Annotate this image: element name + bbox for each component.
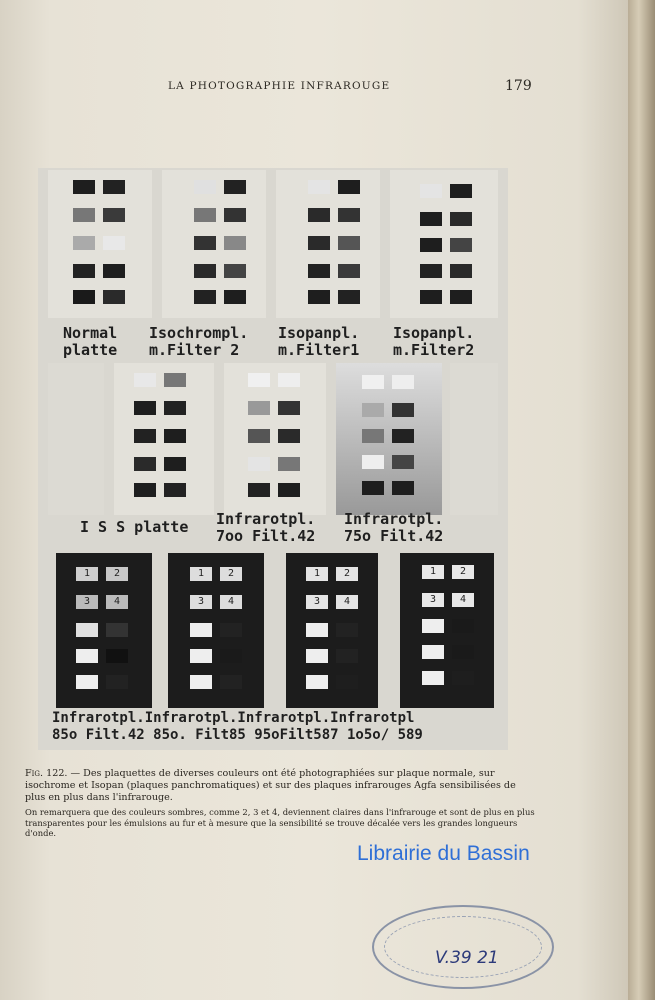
panel-ir-700 [224, 363, 326, 515]
plate-row-1 [38, 168, 508, 363]
panel-isochrom [162, 170, 266, 318]
panel-ir-750 [336, 363, 442, 515]
panel-isopan-1 [276, 170, 380, 318]
panel-ir-950-587: 1 2 3 4 [286, 553, 378, 708]
caption-isochrom: Isochrompl. m.Filter 2 [149, 324, 249, 359]
panel-ir-1050-589: 1 2 3 4 [400, 553, 494, 708]
book-spine [628, 0, 655, 1000]
caption-ir-750: Infrarotpl. 75o Filt.42 [344, 510, 444, 545]
caption-normal: Normal platte [63, 324, 118, 359]
library-stamp [372, 905, 554, 989]
running-title: LA PHOTOGRAPHIE INFRAROUGE [168, 80, 391, 92]
caption-isopan-1: Isopanpl. m.Filter1 [278, 324, 360, 359]
caption-isopan-2: Isopanpl. m.Filter2 [393, 324, 475, 359]
figure-number: Fig. 122. [25, 768, 68, 779]
watermark-text: Librairie du Bassin [357, 842, 530, 865]
plate-row-2 [38, 363, 508, 553]
figure-legend [25, 768, 535, 842]
figure-caption: Fig. 122. — Des plaquettes de diverses couleurs ont été photographiées sur plaque normale, sur isochrome et Isopan (plaques panchromatiques) et sur des plaques infrarouges Agfa sensibilisées de plus en plus dans l'infrarouge. [25, 768, 516, 803]
panel-iss [114, 363, 214, 515]
plate-row-3 [38, 553, 508, 750]
panel-isopan-2 [390, 170, 498, 318]
panel-ir-850-85: 1 2 3 4 [168, 553, 264, 708]
page-number: 179 [505, 78, 532, 94]
caption-ir-700: Infrarotpl. 7oo Filt.42 [216, 510, 316, 545]
panel-ir-850-42: 1 2 3 4 [56, 553, 152, 708]
figure-note: On remarquera que des couleurs sombres, comme 2, 3 et 4, deviennent claires dans l'infrarouge et sont de plus en plus transparentes pour les émulsions au fur et à mesure que la sensibilité se trouve décalée vers les grandes longueurs d'onde. [25, 807, 535, 838]
shelf-mark: V.39 21 [435, 948, 499, 968]
caption-row-3: Infrarotpl.Infrarotpl.Infrarotpl.Infrarotpl 85o Filt.42 85o. Filt85 95oFilt587 1o5o/ 589 [52, 710, 423, 743]
panel-normal [48, 170, 152, 318]
caption-iss: I S S platte [80, 518, 189, 536]
figure-plate [38, 168, 508, 750]
